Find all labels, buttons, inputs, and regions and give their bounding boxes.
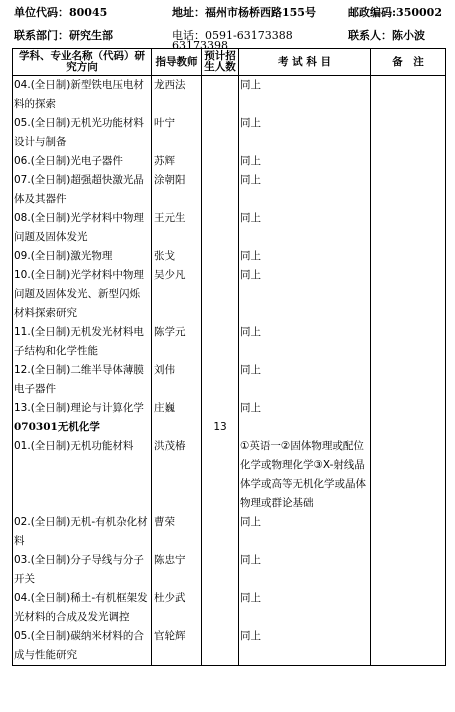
teacher-name: 洪茂椿: [152, 437, 202, 513]
note-cell: [371, 323, 446, 361]
col-exam: 考 试 科 目: [239, 49, 371, 76]
quota-count: [202, 437, 239, 513]
research-direction: 070301无机化学: [13, 418, 152, 437]
teacher-name: 杜少武: [152, 589, 202, 627]
table-row: [13, 399, 446, 418]
note-cell: [371, 114, 446, 152]
teacher-name: 陈忠宁: [152, 551, 202, 589]
exam-subjects: 同上: [239, 513, 371, 551]
table-row: [13, 361, 446, 399]
teacher-name: 张戈: [152, 247, 202, 266]
note-cell: [371, 266, 446, 323]
research-direction: 06.(全日制)光电子器件: [13, 152, 152, 171]
note-cell: [371, 171, 446, 209]
research-direction: 10.(全日制)光学材料中物理问题及固体发光、新型闪烁材料探索研究: [13, 266, 152, 323]
quota-count: [202, 171, 239, 209]
note-cell: [371, 627, 446, 666]
teacher-name: [152, 418, 202, 437]
exam-subjects: 同上: [239, 551, 371, 589]
research-direction: 09.(全日制)激光物理: [13, 247, 152, 266]
research-direction: 02.(全日制)无机-有机杂化材料: [13, 513, 152, 551]
research-direction: 13.(全日制)理论与计算化学: [13, 399, 152, 418]
research-direction: 01.(全日制)无机功能材料: [13, 437, 152, 513]
postcode: 邮政编码:350002: [348, 6, 442, 19]
research-direction: 04.(全日制)新型铁电压电材料的探索: [13, 76, 152, 115]
address: 地址：福州市杨桥西路155号: [172, 6, 316, 19]
table-row: [13, 551, 446, 589]
exam-subjects: 同上: [239, 152, 371, 171]
note-cell: [371, 551, 446, 589]
teacher-name: 刘伟: [152, 361, 202, 399]
exam-subjects: 同上: [239, 323, 371, 361]
note-cell: [371, 399, 446, 418]
quota-count: [202, 266, 239, 323]
quota-count: 13: [202, 418, 239, 437]
table-row: [13, 323, 446, 361]
research-direction: 07.(全日制)超强超快激光晶体及其器件: [13, 171, 152, 209]
quota-count: [202, 114, 239, 152]
exam-subjects: 同上: [239, 76, 371, 115]
quota-count: [202, 589, 239, 627]
teacher-name: 涂朝阳: [152, 171, 202, 209]
research-direction: 05.(全日制)碳纳米材料的合成与性能研究: [13, 627, 152, 666]
quota-count: [202, 361, 239, 399]
exam-subjects: ①英语一②固体物理或配位化学或物理化学③X-射线晶体学或高等无机化学或晶体物理或群论基础: [239, 437, 371, 513]
teacher-name: 陈学元: [152, 323, 202, 361]
table-row: [13, 266, 446, 323]
exam-subjects: 同上: [239, 266, 371, 323]
research-direction: 08.(全日制)光学材料中物理问题及固体发光: [13, 209, 152, 247]
exam-subjects: 同上: [239, 171, 371, 209]
teacher-name: 苏辉: [152, 152, 202, 171]
col-note: 备 注: [371, 49, 446, 76]
note-cell: [371, 418, 446, 437]
teacher-name: 王元生: [152, 209, 202, 247]
unit-code: 单位代码：80045: [14, 6, 108, 19]
exam-subjects: 同上: [239, 399, 371, 418]
table-row: [13, 513, 446, 551]
research-direction: 11.(全日制)无机发光材料电子结构和化学性能: [13, 323, 152, 361]
quota-count: [202, 247, 239, 266]
contact-dept: 联系部门：研究生部: [14, 29, 113, 42]
table-row: [13, 627, 446, 666]
exam-subjects: 同上: [239, 589, 371, 627]
note-cell: [371, 209, 446, 247]
teacher-name: 官轮辉: [152, 627, 202, 666]
col-teacher: 指导教师: [152, 49, 202, 76]
catalog-table: [12, 48, 446, 666]
quota-count: [202, 627, 239, 666]
quota-count: [202, 76, 239, 115]
note-cell: [371, 589, 446, 627]
teacher-name: 曹荣: [152, 513, 202, 551]
note-cell: [371, 437, 446, 513]
teacher-name: 龙西法: [152, 76, 202, 115]
table-row: [13, 209, 446, 247]
quota-count: [202, 399, 239, 418]
note-cell: [371, 247, 446, 266]
col-quota: 预计招生人数: [202, 49, 239, 76]
phone-2: 63173398: [172, 39, 228, 52]
note-cell: [371, 513, 446, 551]
quota-count: [202, 323, 239, 361]
quota-count: [202, 513, 239, 551]
phone: 电话：0591-63173388: [172, 29, 293, 42]
note-cell: [371, 361, 446, 399]
table-row: [13, 589, 446, 627]
teacher-name: 吴少凡: [152, 266, 202, 323]
table-row: [13, 247, 446, 266]
exam-subjects: [239, 418, 371, 437]
table-row: [13, 437, 446, 513]
table-row: [13, 76, 446, 115]
research-direction: 12.(全日制)二维半导体薄膜电子器件: [13, 361, 152, 399]
exam-subjects: 同上: [239, 114, 371, 152]
teacher-name: 叶宁: [152, 114, 202, 152]
research-direction: 04.(全日制)稀土-有机框架发光材料的合成及发光调控: [13, 589, 152, 627]
table-row: [13, 114, 446, 152]
note-cell: [371, 152, 446, 171]
research-direction: 03.(全日制)分子导线与分子开关: [13, 551, 152, 589]
quota-count: [202, 551, 239, 589]
research-direction: 05.(全日制)无机光功能材料设计与制备: [13, 114, 152, 152]
table-row: [13, 171, 446, 209]
teacher-name: 庄巍: [152, 399, 202, 418]
note-cell: [371, 76, 446, 115]
col-subject: 学科、专业名称（代码）研究方向: [13, 49, 152, 76]
exam-subjects: 同上: [239, 209, 371, 247]
table-row: [13, 152, 446, 171]
quota-count: [202, 209, 239, 247]
exam-subjects: 同上: [239, 361, 371, 399]
contact-person: 联系人：陈小波: [348, 29, 425, 42]
exam-subjects: 同上: [239, 627, 371, 666]
exam-subjects: 同上: [239, 247, 371, 266]
quota-count: [202, 152, 239, 171]
table-row: [13, 418, 446, 437]
